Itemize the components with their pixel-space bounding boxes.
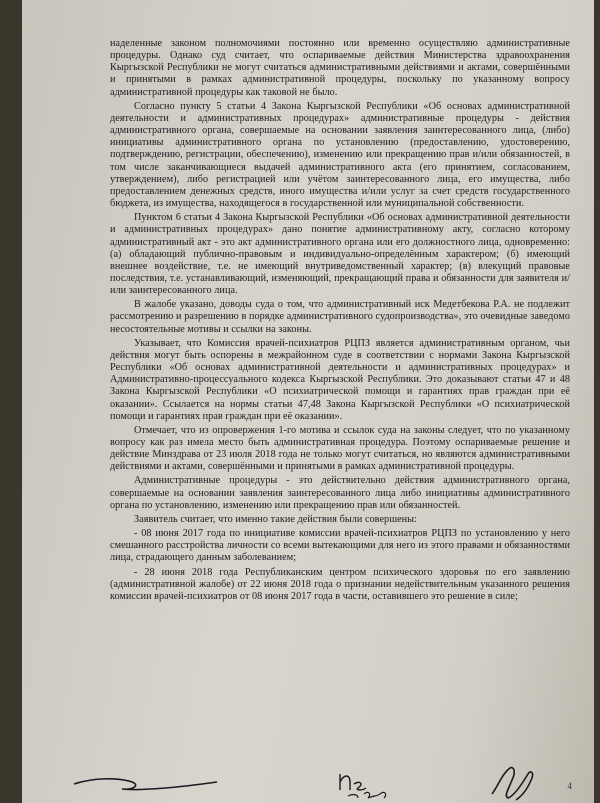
list-item-2: - 28 июня 2018 года Республиканским центром психического здоровья по его заявлению (административной жалобе) от 22 июня 2018 года о признании недействительным указанного решения комиссии врачей-психиатров от 08 июня 2017 года в части, оставившего это решение в силе; bbox=[110, 566, 570, 602]
handwritten-date-mark bbox=[348, 792, 386, 798]
document-page bbox=[22, 0, 594, 803]
paragraph-7: Административные процедуры - это действительно действия административного органа, совершаемые на основании заявления заинтересованного лица либо инициативы административного органа по установлению, изменению или прекращению прав или обязанностей. bbox=[110, 475, 570, 511]
handwritten-signatures bbox=[22, 760, 594, 803]
page-number: 4 bbox=[567, 781, 572, 791]
signature-left bbox=[74, 779, 217, 790]
document-body bbox=[110, 38, 570, 605]
paragraph-2: Согласно пункту 5 статьи 4 Закона Кыргызской Республики «Об основах административной деятельности и административных процедурах» административные процедуры - действия административного органа, совершаемые на основании заявления заинтересованного лица, (либо) инициативы административного органа по установлению (предоставлению, удостоверению, подтверждению, регистрации, обеспечению), изменению или прекращению прав и/или обязанностей, в том числе заканчивающиеся выдачей административного акта (его принятием, согласованием, утверждением), либо регистрацией или учётом заинтересованного лица, его имущества, либо предоставлением денежных средств, иного имущества и/или услуг за счет средств государственного бюджета, из имущества, находящегося в государственной или муниципальной собственности. bbox=[110, 100, 570, 210]
paragraph-8: Заявитель считает, что именно такие действия были совершены: bbox=[134, 513, 417, 525]
paragraph-3: Пунктом 6 статьи 4 Закона Кыргызской Республики «Об основах административной деятельности и административных процедурах» дано понятие административному акту, согласно которому административный акт - это акт административного органа или его должностного лица, одновременно: (а) обладающий публично-правовым и индивидуально-определённым характером; (б) имеющий внешнее воздействие, т.е. не имеющий внутриведомственный характер; (в) влекущий правовые последствия, т.е. устанавливающий, изменяющий, прекращающий права и обязанности для заявителя и/или заинтересованного лица. bbox=[110, 212, 570, 297]
list-item-1: - 08 июня 2017 года по инициативе комиссии врачей-психиатров РЦПЗ по установлению у него смешанного расстройства личности со всеми вытекающими для него из этого правами и обязанностями лица, страдающего данным заболеванием; bbox=[110, 528, 570, 564]
signature-area bbox=[22, 760, 594, 803]
signature-right bbox=[492, 768, 533, 800]
paragraph-5: Указывает, что Комиссия врачей-психиатров РЦПЗ является административным органом, чьи действия могут быть оспорены в межрайонном суде в соответствии с нормами Закона Кыргызской Республики «Об основах административной деятельности и административных процедурах» и Административно-процессуального кодекса Кыргызской Республики. Это доказывают статьи 47 и 48 Закона Кыргызской Республики «О психиатрической помощи и гарантиях прав граждан при её оказании». Ссылается на нормы статьи 47,48 Закона Кыргызской Республики «О психиатрической помощи и гарантиях прав граждан при её оказании». bbox=[110, 337, 570, 422]
handwritten-note-mark bbox=[340, 774, 366, 790]
paragraph-6: Отмечает, что из опровержения 1-го мотива и ссылок суда на законы следует, что по указанному вопросу как раз имела место быть административная процедура. Поэтому оспариваемые решение и действие Минздрава от 23 июля 2018 года не только могут считаться, но являются административными действиями и актами, совершёнными и принятыми в рамках административной процедуры. bbox=[110, 424, 570, 473]
paragraph-1: наделенные законом полномочиями постоянно или временно осуществляю административные процедуры. Однако суд считает, что оспариваемые действия Министерства здравоохранения Кыргызской Республики не могут считаться административными действиями и актами, совершёнными и принятыми в рамках административной процедуры, поскольку по указанному вопросу административной процедуры как таковой не было. bbox=[110, 38, 570, 98]
paragraph-4: В жалобе указано, доводы суда о том, что административный иск Медетбекова Р.А. не подлежит рассмотрению и разрешению в порядке административного судопроизводства», это очевидные заведомо несостоятельные мотивы и ссылки на законы. bbox=[110, 299, 570, 335]
